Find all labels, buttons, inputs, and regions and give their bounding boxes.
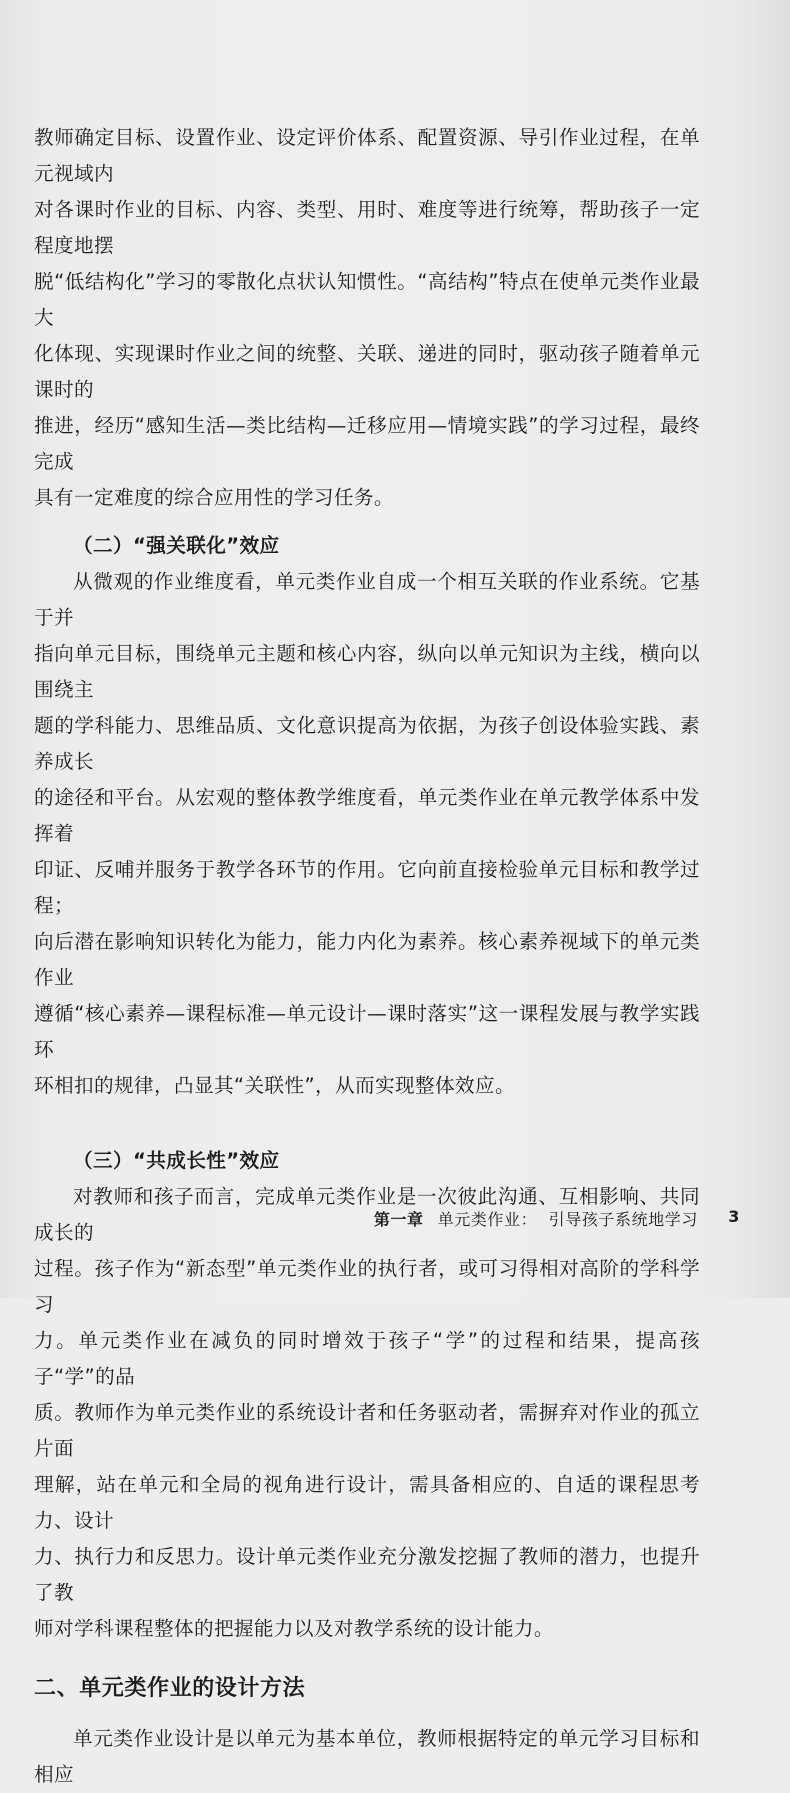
running-footer xyxy=(373,1207,740,1230)
text-line: 师对学科课程整体的把握能力以及对教学系统的设计能力。 xyxy=(34,1617,554,1640)
text-line: 印证、反哺并服务于教学各环节的作用。它向前直接检验单元目标和教学过程； xyxy=(34,858,700,917)
footer-running-title: 单元类作业： 引导孩子系统地学习 xyxy=(437,1210,698,1229)
text-line: 推进，经历“感知生活—类比结构—迁移应用—情境实践”的学习过程，最终完成 xyxy=(34,414,700,473)
section-title-design-methods: 二、单元类作业的设计方法 xyxy=(34,1676,306,1701)
text-line: 理解，站在单元和全局的视角进行设计，需具备相应的、自适的课程思考力、设计 xyxy=(34,1473,700,1532)
paragraph-design-methods xyxy=(34,1721,700,1793)
text-line: 指向单元目标，围绕单元主题和核心内容，纵向以单元知识为主线，横向以围绕主 xyxy=(34,642,700,701)
text-line: 脱“低结构化”学习的零散化点状认知惯性。“高结构”特点在使单元类作业最大 xyxy=(34,270,700,329)
text-line: 力、执行力和反思力。设计单元类作业充分激发挖掘了教师的潜力，也提升了教 xyxy=(34,1545,700,1604)
text-line: 质。教师作为单元类作业的系统设计者和任务驱动者，需摒弃对作业的孤立片面 xyxy=(34,1401,700,1460)
page-body xyxy=(34,120,700,1793)
text-line: 对教师和孩子而言，完成单元类作业是一次彼此沟通、互相影响、共同成长的 xyxy=(34,1185,700,1244)
text-line: 从微观的作业维度看，单元类作业自成一个相互关联的作业系统。它基于并 xyxy=(34,570,700,629)
subheading-strong-association: （二）“强关联化”效应 xyxy=(73,534,280,557)
text-line: 单元类作业设计是以单元为基本单位，教师根据特定的单元学习目标和相应 xyxy=(34,1727,700,1786)
text-line: 过程。孩子作为“新态型”单元类作业的执行者，或可习得相对高阶的学科学习 xyxy=(34,1257,700,1316)
text-line: 具有一定难度的综合应用性的学习任务。 xyxy=(34,486,394,509)
text-line: 的途径和平台。从宏观的整体教学维度看，单元类作业在单元教学体系中发挥着 xyxy=(34,786,700,845)
text-line: 向后潜在影响知识转化为能力，能力内化为素养。核心素养视域下的单元类作业 xyxy=(34,930,700,989)
text-line: 环相扣的规律，凸显其“关联性”，从而实现整体效应。 xyxy=(34,1074,515,1097)
text-line: 遵循“核心素养—课程标准—单元设计—课时落实”这一课程发展与教学实践环 xyxy=(34,1002,700,1061)
text-line: 题的学科能力、思维品质、文化意识提高为依据，为孩子创设体验实践、素养成长 xyxy=(34,714,700,773)
text-line: 对各课时作业的目标、内容、类型、用时、难度等进行统筹，帮助孩子一定程度地摆 xyxy=(34,198,700,257)
text-line: 教师确定目标、设置作业、设定评价体系、配置资源、导引作业过程，在单元视域内 xyxy=(34,126,700,185)
paragraph-intro xyxy=(34,120,700,516)
footer-chapter: 第一章 xyxy=(373,1210,424,1229)
paragraph-strong-association xyxy=(34,564,700,1104)
page-number: 3 xyxy=(728,1207,740,1226)
text-line: 化体现、实现课时作业之间的统整、关联、递进的同时，驱动孩子随着单元课时的 xyxy=(34,342,700,401)
paragraph-co-growth xyxy=(34,1179,700,1647)
text-line: 力。单元类作业在减负的同时增效于孩子“学”的过程和结果，提高孩子“学”的品 xyxy=(34,1329,700,1388)
subheading-co-growth: （三）“共成长性”效应 xyxy=(73,1149,280,1172)
